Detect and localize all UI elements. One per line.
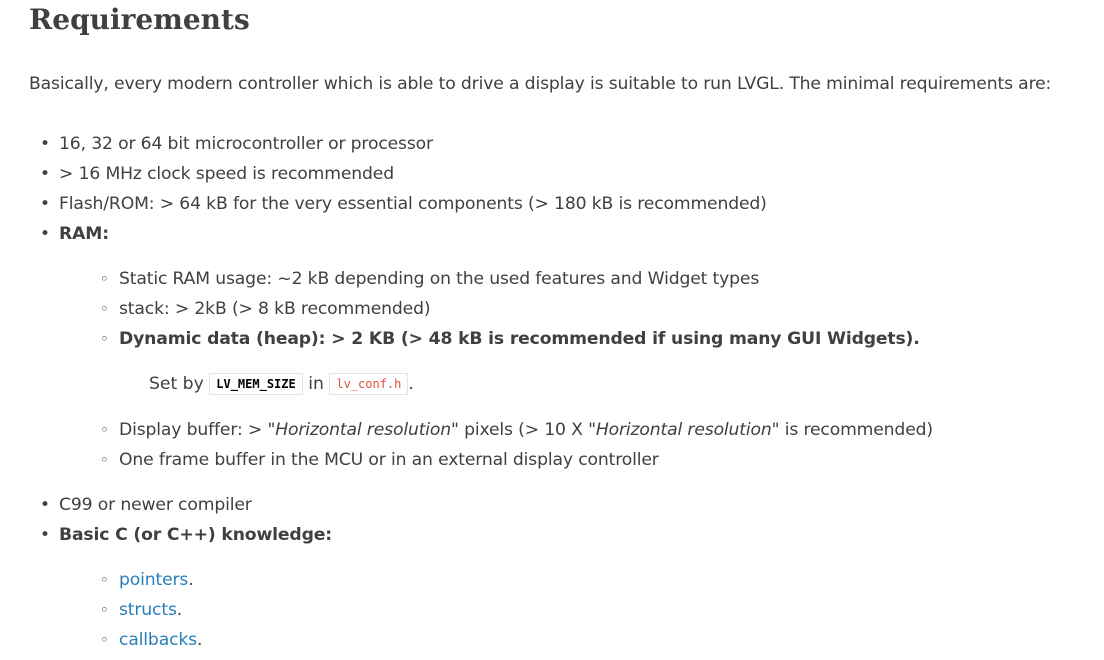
structs-link[interactable]: structs xyxy=(119,600,177,620)
disc-bullet: • xyxy=(40,164,50,184)
circle-bullet: ◦ xyxy=(100,330,109,348)
lv-conf-code: lv_conf.h xyxy=(329,373,408,395)
disc-bullet: • xyxy=(40,525,50,545)
setby-suffix: . xyxy=(408,374,414,394)
circle-bullet: ◦ xyxy=(100,270,109,288)
callbacks-link[interactable]: callbacks xyxy=(119,630,197,650)
intro-paragraph: Basically, every modern controller which is able to drive a display is suitable to run LVGL. The minimal requirements are: xyxy=(29,74,1052,94)
display-suffix: is recommended) xyxy=(779,420,933,440)
section-heading: Requirements xyxy=(29,3,250,36)
disc-bullet: • xyxy=(40,134,50,154)
setby-prefix: Set by xyxy=(149,374,204,394)
disc-bullet: • xyxy=(40,224,50,244)
compiler-text: C99 or newer compiler xyxy=(59,495,252,515)
lv-mem-size-code: LV_MEM_SIZE xyxy=(209,373,302,395)
display-middle: pixels (> 10 X xyxy=(458,420,589,440)
circle-bullet: ◦ xyxy=(100,571,109,589)
list-item-text: 16, 32 or 64 bit microcontroller or processor xyxy=(59,134,433,154)
circle-bullet: ◦ xyxy=(100,300,109,318)
list-item-text: > 16 MHz clock speed is recommended xyxy=(59,164,394,184)
link-suffix: . xyxy=(176,600,183,620)
frame-buffer-text: One frame buffer in the MCU or in an external display controller xyxy=(119,450,659,470)
circle-bullet: ◦ xyxy=(100,451,109,469)
link-row xyxy=(119,629,202,651)
link-row xyxy=(119,569,194,591)
ram-label: RAM: xyxy=(59,224,109,244)
link-suffix: . xyxy=(196,630,203,650)
display-em-1: "Horizontal resolution" xyxy=(267,420,459,440)
disc-bullet: • xyxy=(40,495,50,515)
ram-heap-text: Dynamic data (heap): > 2 KB (> 48 kB is recommended if using many GUI Widgets). xyxy=(119,329,920,349)
mem-size-note xyxy=(149,373,414,395)
disc-bullet: • xyxy=(40,194,50,214)
link-suffix: . xyxy=(188,570,194,590)
link-row xyxy=(119,599,182,621)
ram-stack-text: stack: > 2kB (> 8 kB recommended) xyxy=(119,299,431,319)
setby-middle: in xyxy=(308,374,324,394)
knowledge-label: Basic C (or C++) knowledge: xyxy=(59,525,332,545)
display-em-2: "Horizontal resolution" xyxy=(588,420,780,440)
display-buffer-text xyxy=(119,419,933,441)
circle-bullet: ◦ xyxy=(100,421,109,439)
ram-static-text: Static RAM usage: ~2 kB depending on the used features and Widget types xyxy=(119,269,760,289)
list-item-text: Flash/ROM: > 64 kB for the very essential components (> 180 kB is recommended) xyxy=(59,194,767,214)
pointers-link[interactable]: pointers xyxy=(119,570,189,590)
circle-bullet: ◦ xyxy=(100,631,109,649)
display-prefix: Display buffer: > xyxy=(119,420,268,440)
circle-bullet: ◦ xyxy=(100,601,109,619)
